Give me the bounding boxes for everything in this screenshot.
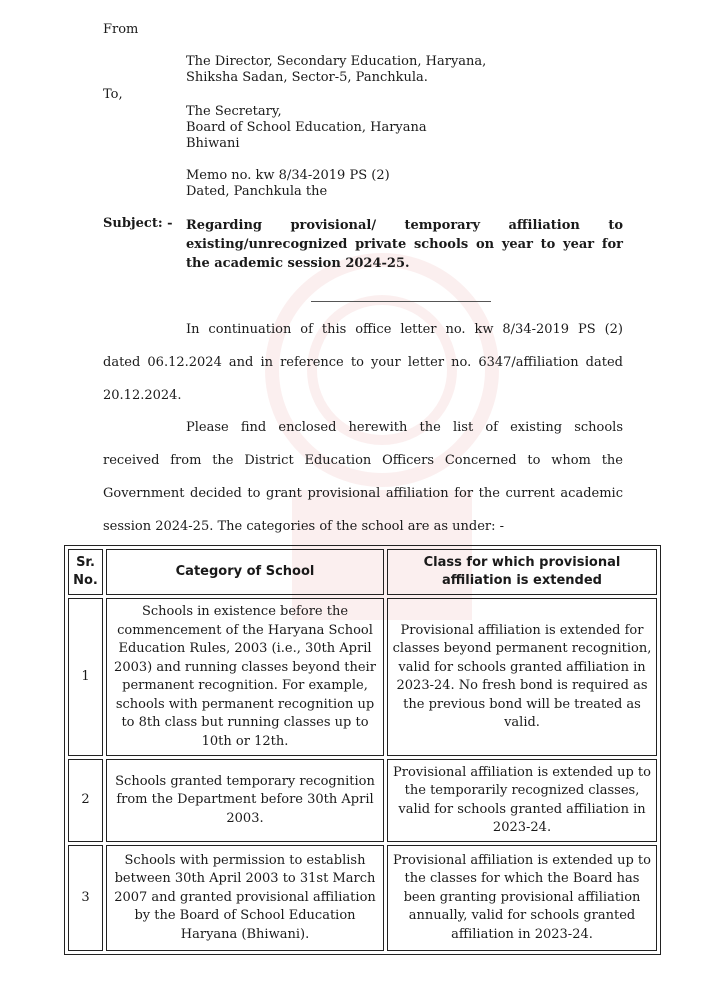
to-line-1: The Secretary, xyxy=(186,104,282,119)
row-2-class: Provisional affiliation is extended up to the temporarily recognized classes, valid for schools granted affiliation in 2023-24. xyxy=(387,759,657,842)
to-line-2: Board of School Education, Haryana xyxy=(186,120,427,135)
header-class: Class for which provisional affiliation is extended xyxy=(387,549,657,595)
subject-line-2: existing/unrecognized private schools on year to year for xyxy=(186,237,623,252)
row-1-sr: 1 xyxy=(68,598,103,756)
from-line-1: The Director, Secondary Education, Haryana, xyxy=(186,54,487,69)
categories-table xyxy=(64,545,661,955)
row-3-category: Schools with permission to establish between 30th April 2003 to 31st March 2007 and granted provisional affiliation by the Board of School Education Haryana (Bhiwani). xyxy=(106,845,384,951)
paragraph-2-line-1: Please find enclosed herewith the list of existing schools xyxy=(186,420,623,435)
from-label: From xyxy=(103,22,139,37)
to-label: To, xyxy=(103,87,123,102)
paragraph-2-line-2: received from the District Education Officers Concerned to whom the xyxy=(103,453,623,468)
subject-text xyxy=(186,216,623,273)
subject-label: Subject: - xyxy=(103,216,173,231)
from-line-2: Shiksha Sadan, Sector-5, Panchkula. xyxy=(186,70,428,85)
subject-line-1: Regarding provisional/ temporary affiliation to xyxy=(186,218,623,233)
paragraph-2 xyxy=(103,411,623,543)
subject-line-3: the academic session 2024-25. xyxy=(186,256,410,271)
paragraph-2-line-4: session 2024-25. The categories of the school are as under: - xyxy=(103,519,505,534)
dated-line: Dated, Panchkula the xyxy=(186,184,328,199)
memo-number: Memo no. kw 8/34-2019 PS (2) xyxy=(186,168,390,183)
row-2-sr: 2 xyxy=(68,759,103,842)
table-header-row xyxy=(68,549,657,595)
to-line-3: Bhiwani xyxy=(186,136,240,151)
paragraph-1-line-1: In continuation of this office letter no. kw 8/34-2019 PS (2) xyxy=(186,322,623,337)
table-row xyxy=(68,845,657,951)
paragraph-1-line-3: 20.12.2024. xyxy=(103,388,182,403)
row-3-class: Provisional affiliation is extended up to the classes for which the Board has been granting provisional affiliation annually, valid for schools granted affiliation in 2023-24. xyxy=(387,845,657,951)
paragraph-2-line-3: Government decided to grant provisional affiliation for the current academic xyxy=(103,486,623,501)
paragraph-1 xyxy=(103,313,623,412)
table-row xyxy=(68,598,657,756)
row-3-sr: 3 xyxy=(68,845,103,951)
row-2-category: Schools granted temporary recognition from the Department before 30th April 2003. xyxy=(106,759,384,842)
paragraph-1-line-2: dated 06.12.2024 and in reference to your letter no. 6347/affiliation dated xyxy=(103,355,623,370)
row-1-class: Provisional affiliation is extended for classes beyond permanent recognition, valid for schools granted affiliation in 2023-24. No fresh bond is required as the previous bond will be treated as valid. xyxy=(387,598,657,756)
table-row xyxy=(68,759,657,842)
header-category: Category of School xyxy=(106,549,384,595)
row-1-category: Schools in existence before the commencement of the Haryana School Education Rules, 2003 (i.e., 30th April 2003) and running classes beyond their permanent recognition. For example, schools with permanent recognition up to 8th class but running classes up to 10th or 12th. xyxy=(106,598,384,756)
header-sr-no: Sr. No. xyxy=(68,549,103,595)
separator-rule xyxy=(311,301,491,302)
